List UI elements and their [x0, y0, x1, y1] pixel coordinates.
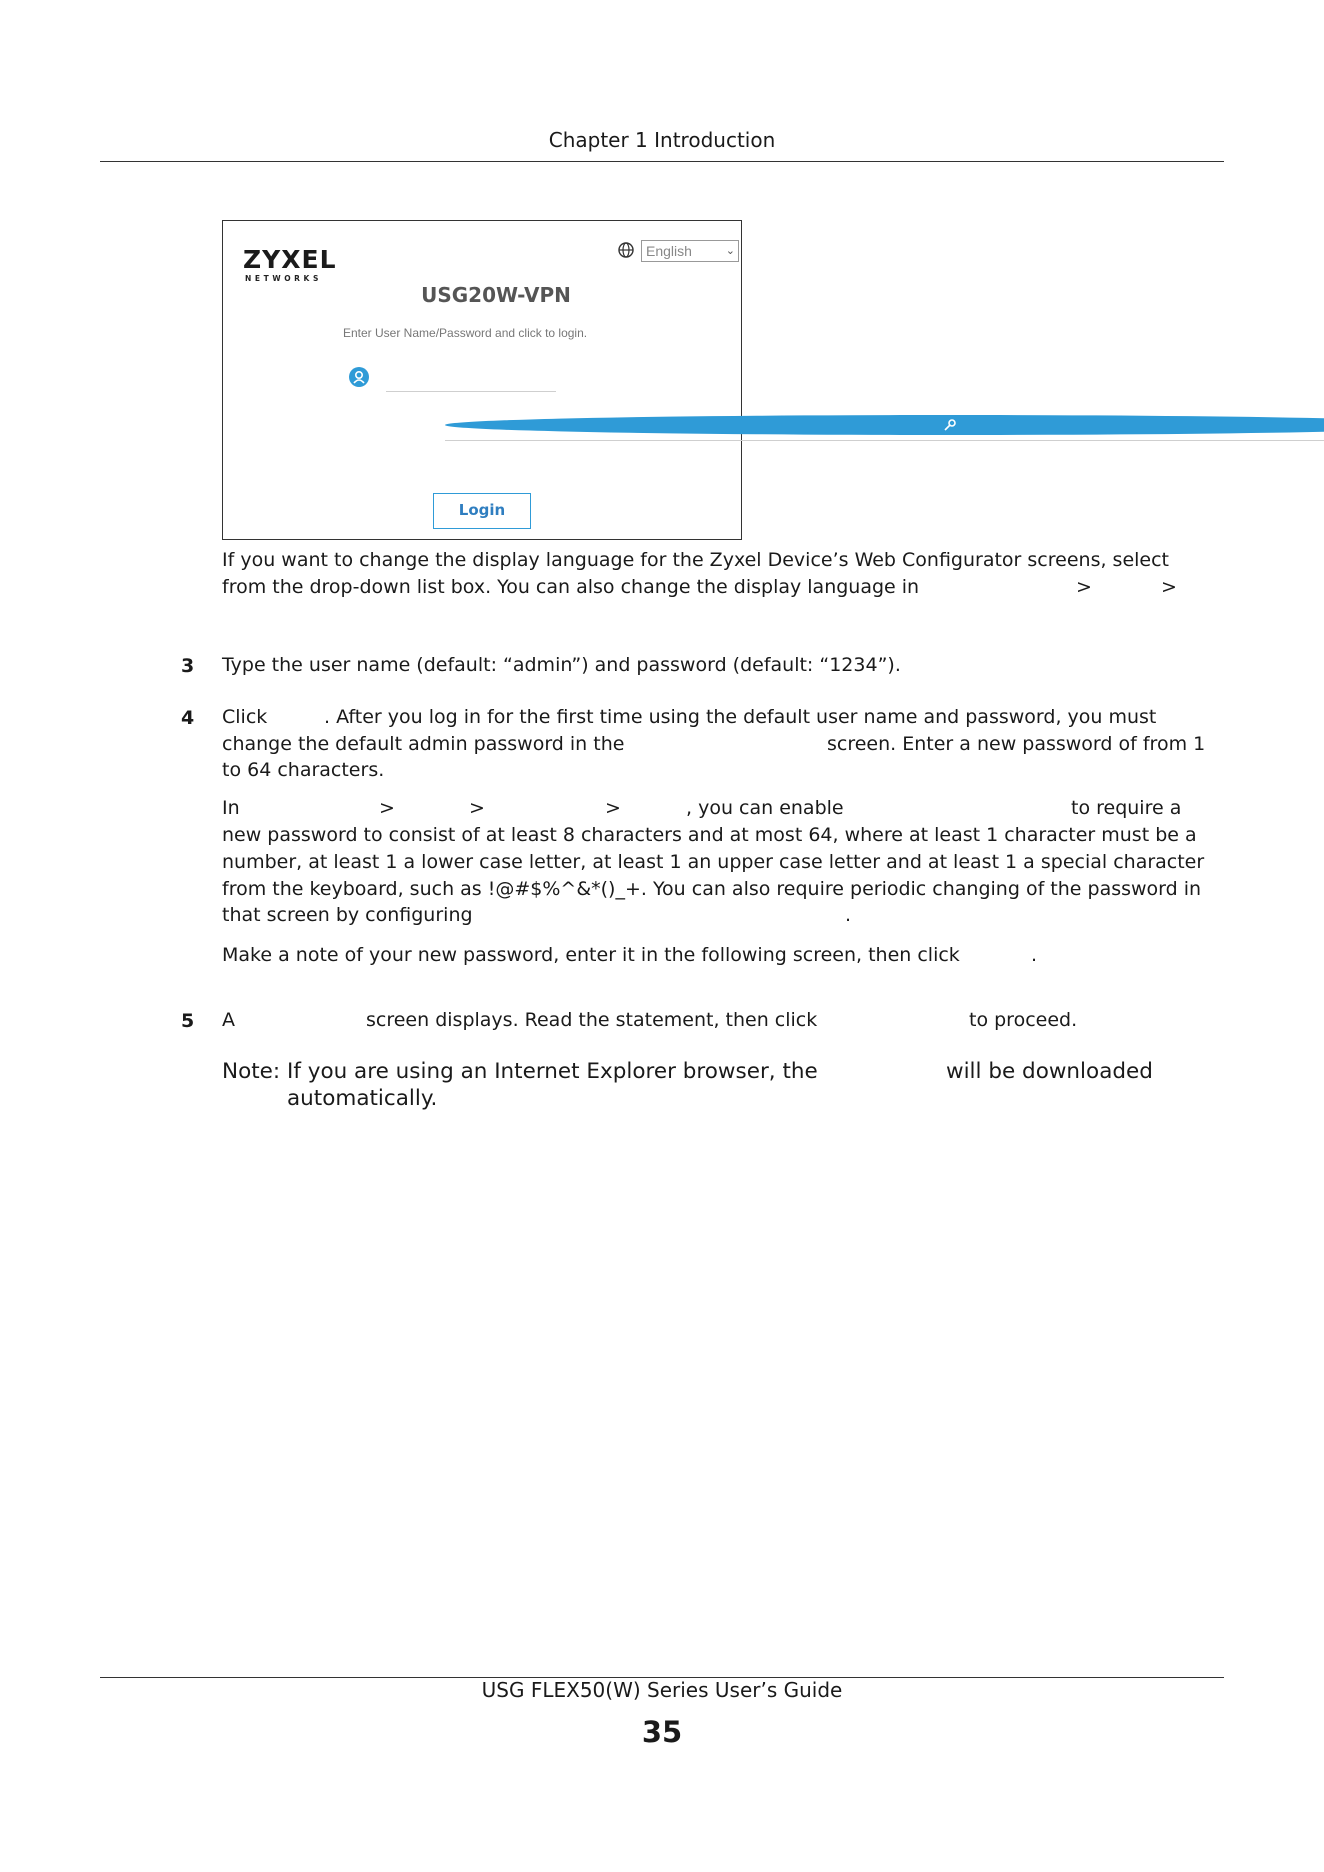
- para-language-line2: from the drop-down list box. You can also change the display language in: [222, 576, 920, 598]
- page-header: Chapter 1 Introduction: [548, 128, 776, 152]
- password-underline: [445, 440, 1324, 441]
- para-in-line3: number, at least 1 a lower case letter, at least 1 an upper case letter and at least 1 a special character: [222, 851, 1205, 873]
- step-4-line3: to 64 characters.: [222, 759, 385, 781]
- para-in-require: to require a: [1071, 797, 1182, 819]
- step-4-line2a: change the default admin password in the: [222, 733, 625, 755]
- login-button[interactable]: Login: [433, 493, 531, 529]
- para-language-gt2: >: [1161, 576, 1177, 598]
- step-4-line2b: screen. Enter a new password of from 1: [827, 733, 1206, 755]
- language-select-value: English: [646, 243, 692, 259]
- globe-icon: [618, 242, 634, 258]
- page-footer: USG FLEX50(W) Series User’s Guide: [481, 1678, 843, 1702]
- note-line2: automatically.: [287, 1086, 438, 1111]
- user-icon: [349, 367, 369, 387]
- login-screenshot: [222, 220, 742, 540]
- username-input[interactable]: [386, 369, 556, 391]
- logo-subtitle: NETWORKS: [245, 274, 322, 283]
- para-language-gt1: >: [1076, 576, 1092, 598]
- para-in-gt3: >: [605, 797, 621, 819]
- zyxel-logo: [243, 245, 337, 274]
- logo-text: ZYXEL: [243, 245, 337, 274]
- step-5-a: A: [222, 1009, 235, 1031]
- para-in-line5a: that screen by configuring: [222, 904, 473, 926]
- note-line1b: will be downloaded: [946, 1059, 1153, 1084]
- para-note-period: .: [1031, 944, 1038, 966]
- language-select[interactable]: [641, 240, 739, 262]
- step-5-c: to proceed.: [969, 1009, 1078, 1031]
- para-in-word: In: [222, 797, 240, 819]
- login-instruction: Enter User Name/Password and click to login.: [343, 326, 588, 340]
- para-in-gt2: >: [469, 797, 485, 819]
- password-input[interactable]: [445, 418, 1324, 440]
- step-number-3: 3: [181, 655, 195, 677]
- para-in-line4: from the keyboard, such as !@#$%^&*()_+. You can also require periodic changing of the password in: [222, 878, 1202, 900]
- device-model: USG20W-VPN: [421, 283, 571, 307]
- para-note-text: Make a note of your new password, enter it in the following screen, then click: [222, 944, 960, 966]
- para-in-enable: , you can enable: [686, 797, 844, 819]
- page-number: 35: [641, 1715, 683, 1749]
- step-5-b: screen displays. Read the statement, then click: [366, 1009, 818, 1031]
- step-4-line1a: Click: [222, 706, 268, 728]
- chevron-down-icon: ⌄: [725, 245, 735, 257]
- para-language-line1: If you want to change the display language for the Zyxel Device’s Web Configurator screens, select: [222, 549, 1170, 571]
- step-3-text: Type the user name (default: “admin”) and password (default: “1234”).: [222, 654, 901, 676]
- para-in-line2: new password to consist of at least 8 characters and at most 64, where at least 1 character must be a: [222, 824, 1197, 846]
- para-in-line5b: .: [845, 904, 852, 926]
- step-4-line1b: . After you log in for the first time using the default user name and password, you must: [324, 706, 1157, 728]
- header-rule: [100, 161, 1224, 162]
- username-underline: [386, 391, 556, 392]
- step-number-4: 4: [181, 707, 195, 729]
- step-number-5: 5: [181, 1010, 195, 1032]
- para-in-gt1: >: [379, 797, 395, 819]
- note-line1a: Note: If you are using an Internet Explorer browser, the: [222, 1059, 818, 1084]
